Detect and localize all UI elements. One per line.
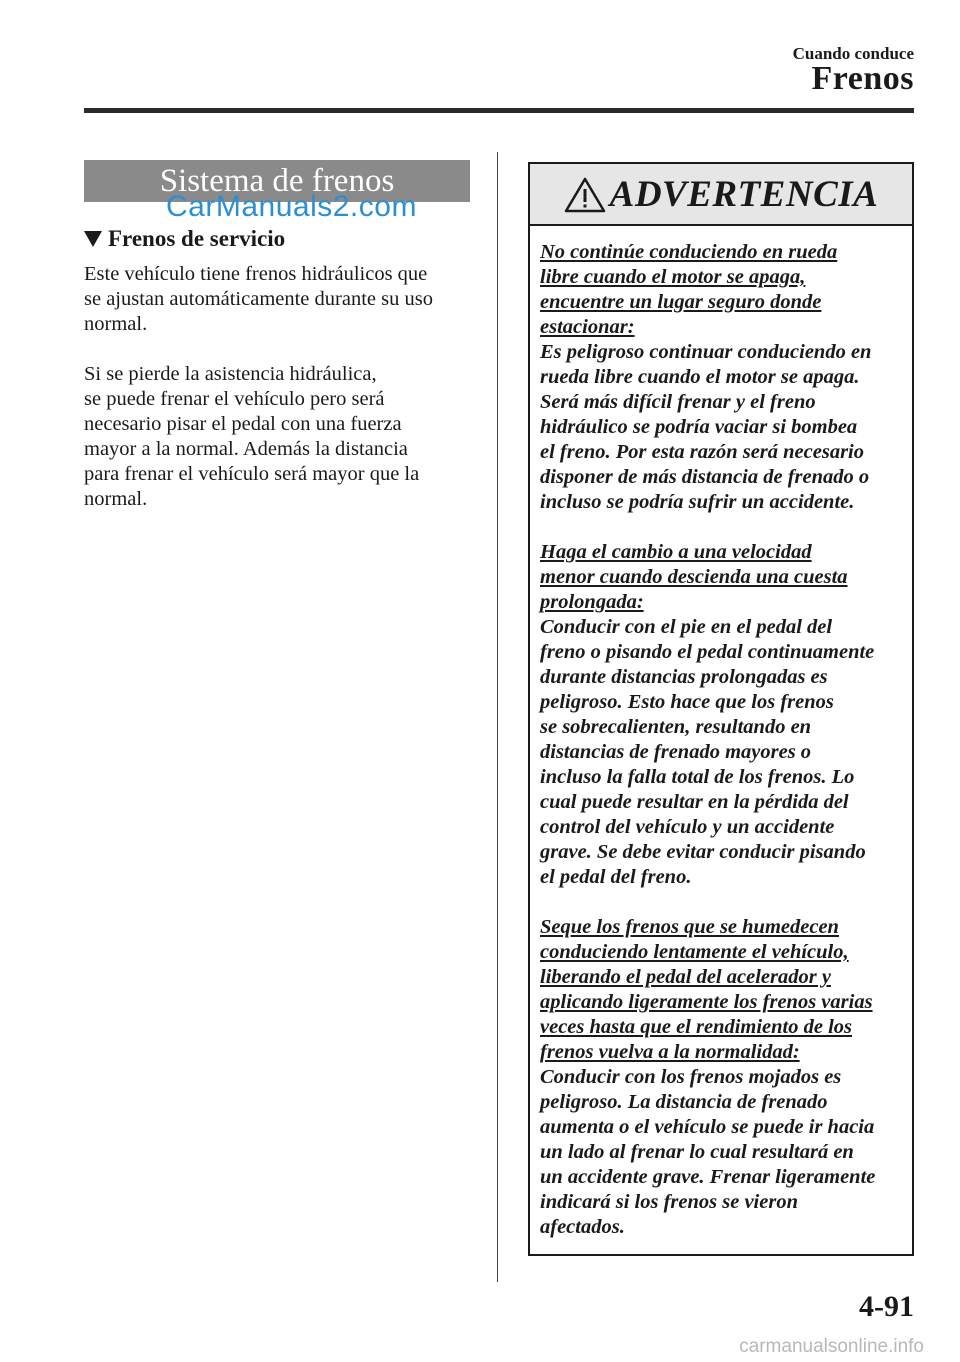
warning-title: ADVERTENCIA — [609, 173, 879, 215]
watermark: CarManuals2.com — [166, 190, 417, 223]
warning-block-text: Es peligroso continuar conduciendo en rueda libre cuando el motor se apaga. Será más difícil frenar y el freno hidráulico se podría vaciar si bombea el freno. Por esta razón será necesario disponer de más distancia de frenado o incluso se podría sufrir un accidente. — [540, 341, 872, 513]
header-title: Frenos — [811, 60, 914, 97]
subsection-title: Frenos de servicio — [108, 226, 286, 251]
warning-block-text: Conducir con los frenos mojados es peligroso. La distancia de frenado aumenta o el vehículo se puede ir hacia un lado al frenar lo cual resultará en un accidente grave. Frenar ligeramente indicará si los frenos se vieron afectados. — [540, 1066, 876, 1238]
paragraph: Este vehículo tiene frenos hidráulicos que se ajustan automáticamente durante su uso normal. — [84, 263, 433, 335]
warning-block-heading: No continúe conduciendo en rueda libre cuando el motor se apaga, encuentre un lugar seguro donde estacionar: — [540, 241, 838, 338]
warning-block-text: Conducir con el pie en el pedal del freno o pisando el pedal continuamente durante distancias prolongadas es peligroso. Esto hace que los frenos se sobrecalienten, resultando en distancias de frenado mayores o incluso la falla total de los frenos. Lo cual puede resultar en la pérdida del control del vehículo y un accidente grave. Se debe evitar conducir pisando el pedal del freno. — [540, 616, 875, 888]
warning-block — [540, 915, 906, 1240]
warning-block-heading: Haga el cambio a una velocidad menor cuando descienda una cuesta prolongada: — [540, 541, 848, 613]
column-divider — [497, 152, 498, 1282]
paragraph: Si se pierde la asistencia hidráulica, se puede frenar el vehículo pero será necesario pisar el pedal con una fuerza mayor a la normal. Además la distancia para frenar el vehículo será mayor que la normal. — [84, 363, 420, 510]
header-subtitle: Cuando conduce — [792, 44, 914, 63]
warning-box — [528, 162, 914, 1256]
warning-block-heading: Seque los frenos que se humedecen conduciendo lentamente el vehículo, liberando el pedal del acelerador y aplicando ligeramente los frenos varias veces hasta que el rendimiento de los frenos vuelva a la normalidad: — [540, 916, 873, 1063]
footer-watermark: carmanualsonline.info — [739, 1336, 924, 1357]
header-rule — [84, 108, 914, 113]
warning-block — [540, 540, 906, 890]
section-title-band: Sistema de frenos — [84, 160, 470, 202]
page-number: 4-91 — [859, 1290, 914, 1323]
warning-header — [530, 164, 912, 226]
subsection-heading — [84, 226, 285, 252]
warning-body — [530, 226, 912, 1240]
warning-block — [540, 240, 906, 515]
triangle-bullet-icon — [84, 231, 102, 247]
left-body — [84, 262, 484, 537]
warning-triangle-icon — [564, 177, 606, 213]
